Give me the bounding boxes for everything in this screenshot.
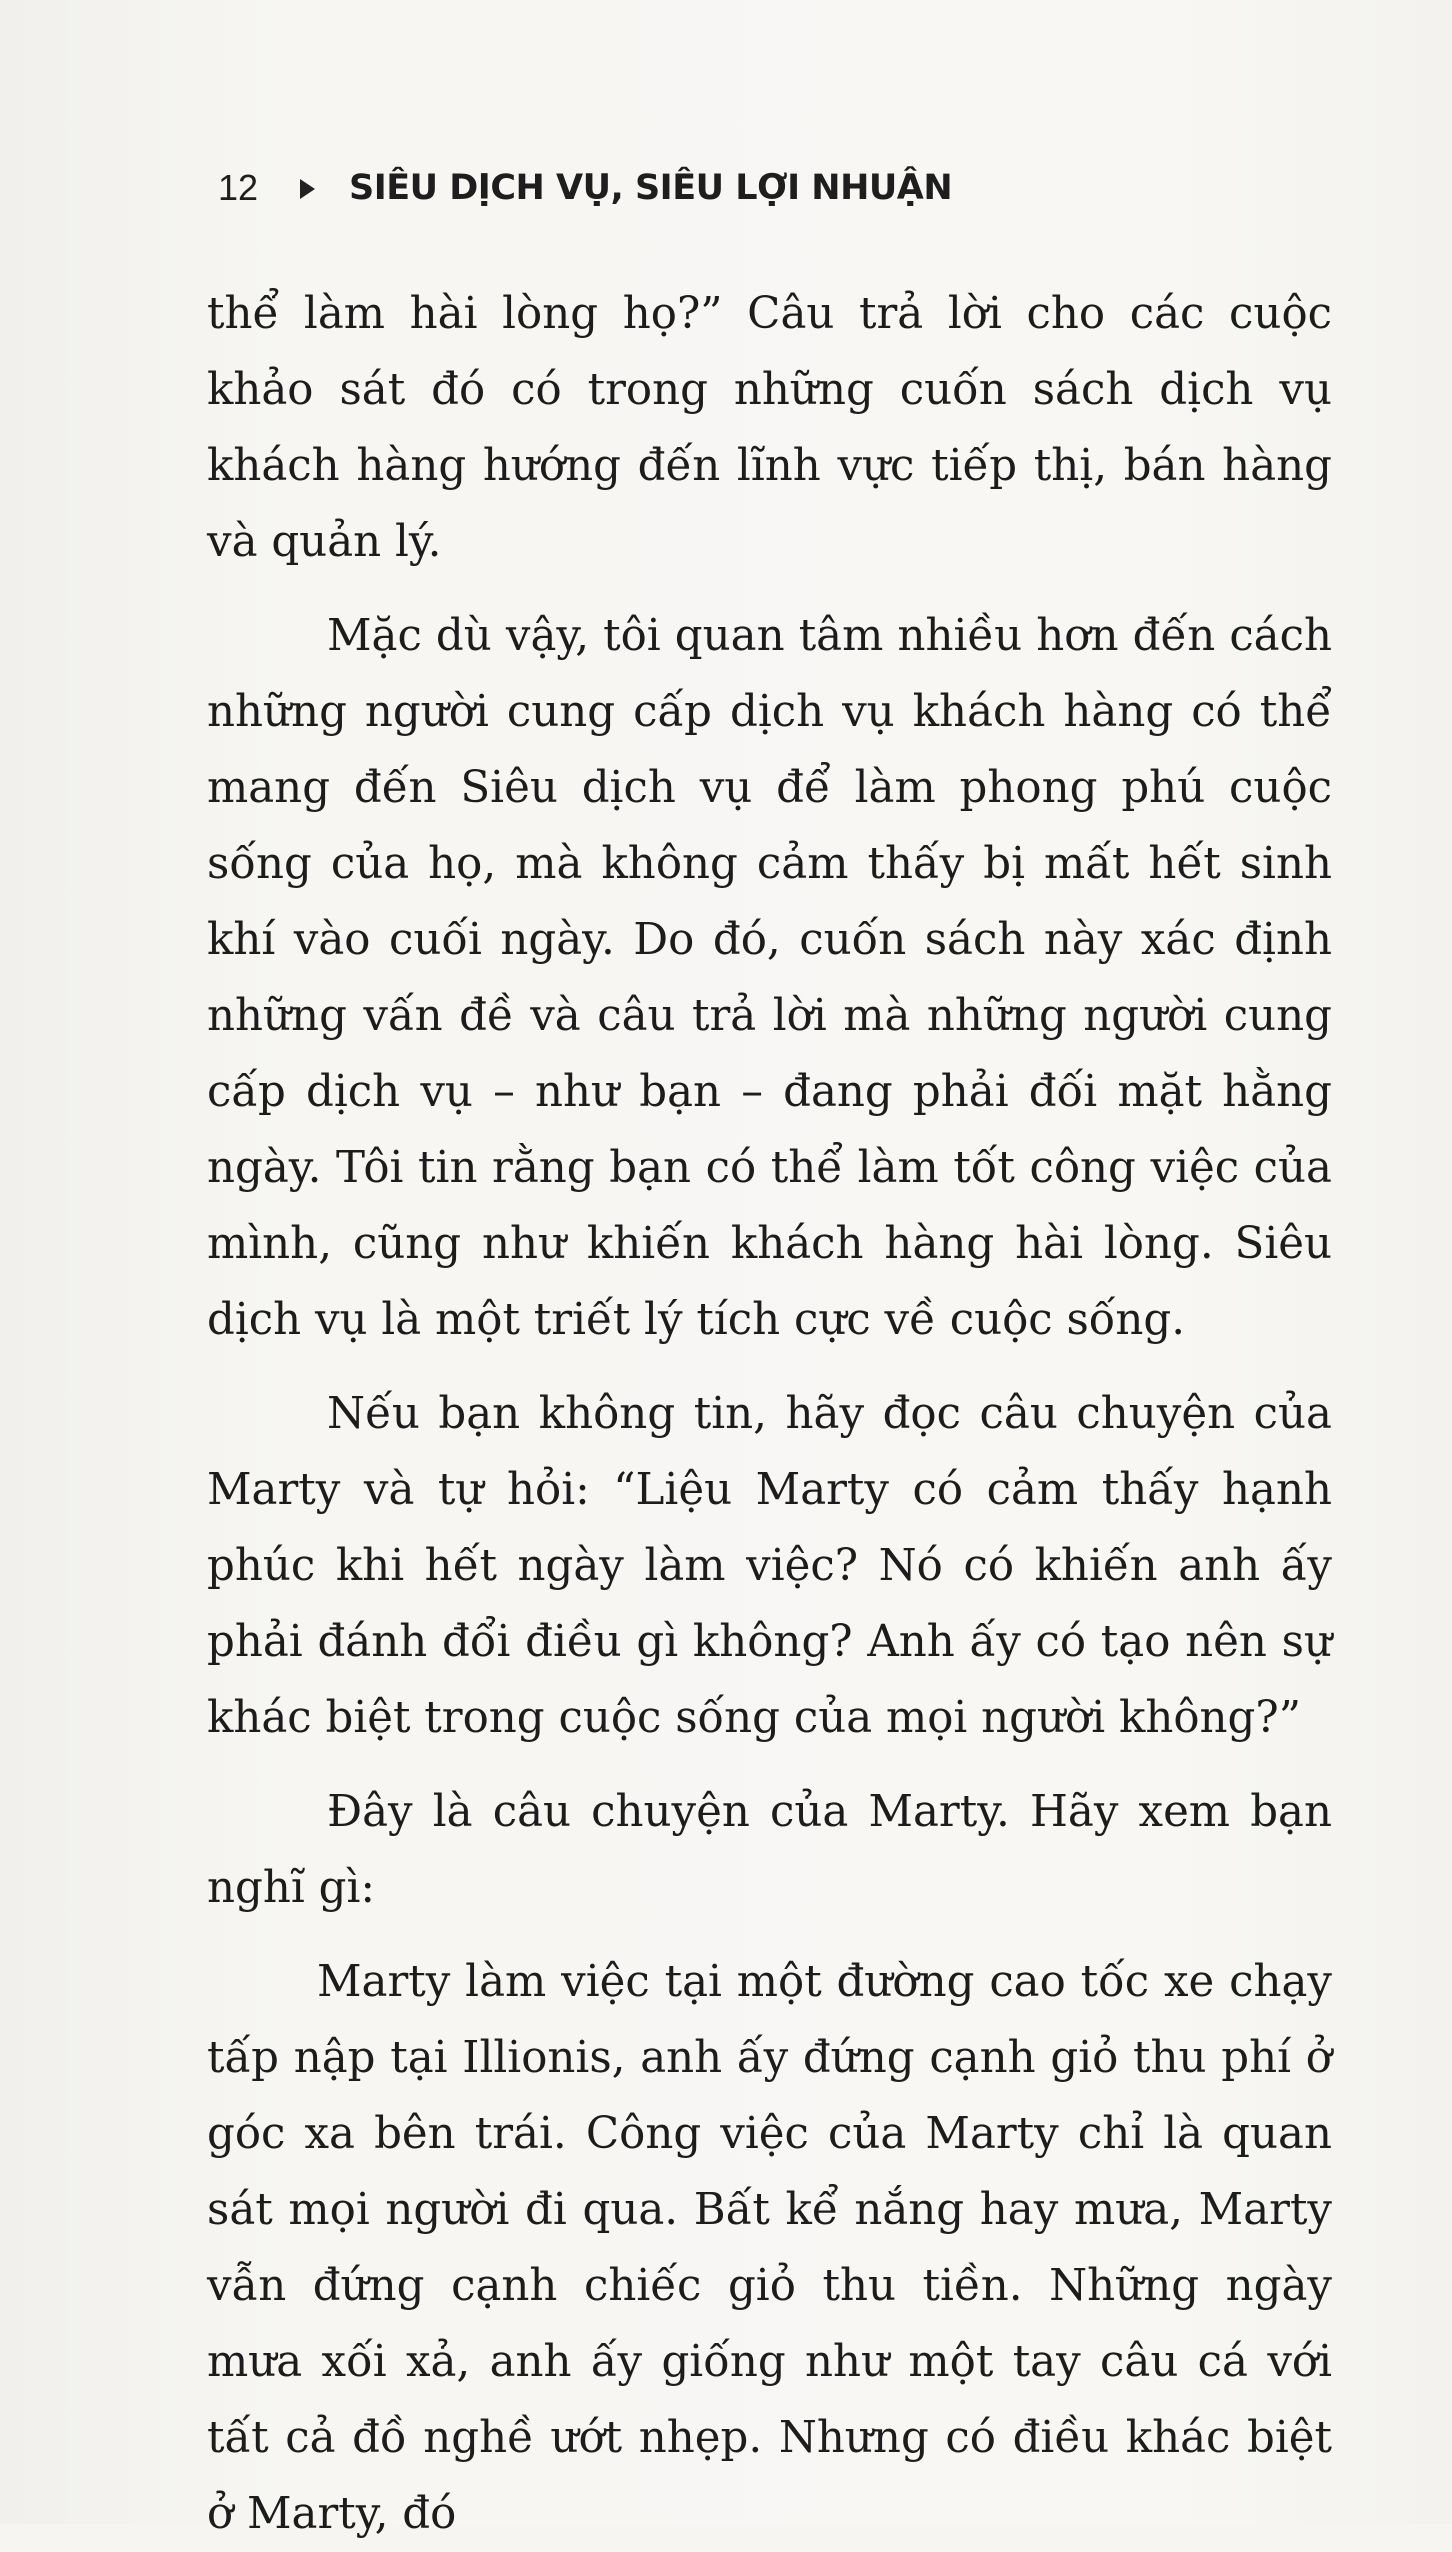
paragraph: Đây là câu chuyện của Marty. Hãy xem bạn nghĩ gì: <box>207 1787 1332 1913</box>
running-title: SIÊU DỊCH VỤ, SIÊU LỢI NHUẬN <box>349 168 953 208</box>
triangle-arrow-icon <box>300 179 315 199</box>
paragraph: Mặc dù vậy, tôi quan tâm nhiều hơn đến cách những người cung cấp dịch vụ khách hàng có thể mang đến Siêu dịch vụ để làm phong phú cuộc sống của họ, mà không cảm thấy bị mất hết sinh khí vào cuối ngày. Do đó, cuốn sách này xác định những vấn đề và câu trả lời mà những người cung cấp dịch vụ – như bạn – đang phải đối mặt hằng ngày. Tôi tin rằng bạn có thể làm tốt công việc của mình, cũng như khiến khách hàng hài lòng. Siêu dịch vụ là một triết lý tích cực về cuộc sống. <box>207 611 1332 1345</box>
paragraph-continued: thể làm hài lòng họ?” Câu trả lời cho các cuộc khảo sát đó có trong những cuốn sách dịch vụ khách hàng hướng đến lĩnh vực tiếp thị, bán hàng và quản lý. <box>207 289 1332 567</box>
page-number: 12 <box>218 167 259 208</box>
paragraph: Nếu bạn không tin, hãy đọc câu chuyện của Marty và tự hỏi: “Liệu Marty có cảm thấy hạnh phúc khi hết ngày làm việc? Nó có khiến anh ấy phải đánh đổi điều gì không? Anh ấy có tạo nên sự khác biệt trong cuộc sống của mọi người không?” <box>207 1389 1332 1743</box>
story-paragraph: Marty làm việc tại một đường cao tốc xe chạy tấp nập tại Illionis, anh ấy đứng cạnh giỏ thu phí ở góc xa bên trái. Công việc của Marty chỉ là quan sát mọi người đi qua. Bất kể nắng hay mưa, Marty vẫn đứng cạnh chiếc giỏ thu tiền. Những ngày mưa xối xả, anh ấy giống như một tay câu cá với tất cả đồ nghề ướt nhẹp. Nhưng có điều khác biệt ở Marty, đó <box>207 1957 1332 2539</box>
running-header <box>218 160 952 216</box>
body-text <box>207 276 1332 2552</box>
